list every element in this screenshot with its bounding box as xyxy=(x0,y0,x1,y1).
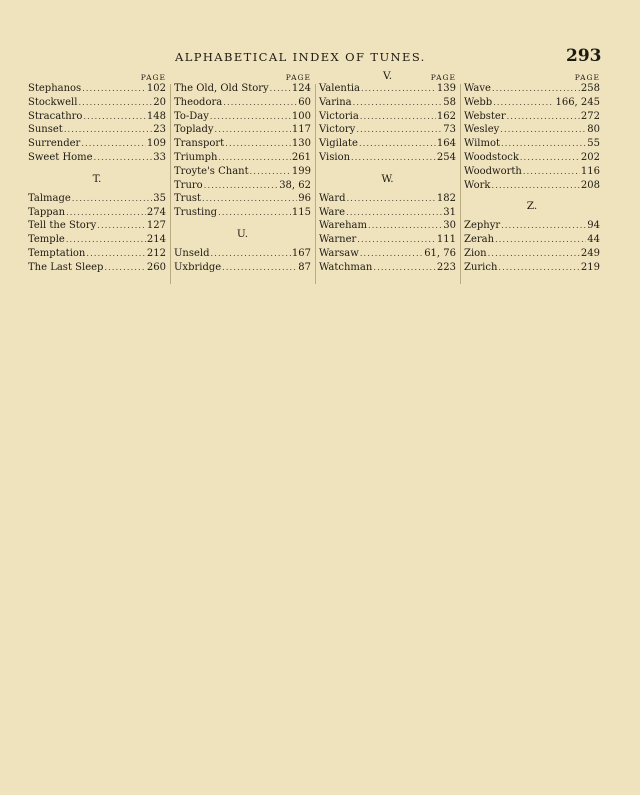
leader-dots xyxy=(359,139,436,148)
section-letter: W. xyxy=(381,172,394,185)
leader-dots xyxy=(202,194,297,203)
index-entry xyxy=(319,152,456,166)
tune-name: Zerah xyxy=(464,234,495,246)
page-ref: 199 xyxy=(291,165,311,177)
index-entry xyxy=(319,193,456,207)
tune-name: Webb xyxy=(464,96,493,108)
leader-dots xyxy=(353,98,443,107)
page-header xyxy=(0,46,640,70)
index-entry xyxy=(28,220,166,234)
leader-dots xyxy=(215,125,291,134)
column-divider xyxy=(170,84,171,284)
leader-dots xyxy=(361,84,436,93)
leader-dots xyxy=(492,84,580,93)
leader-dots xyxy=(520,153,580,162)
tune-name: Wave xyxy=(464,83,491,94)
page-ref: 164 xyxy=(436,138,456,150)
leader-dots xyxy=(66,208,146,217)
page-column-label xyxy=(319,72,456,83)
page-ref: 111 xyxy=(436,234,456,246)
index-entry xyxy=(464,97,600,111)
tune-name: Wilmot xyxy=(464,138,501,150)
leader-dots xyxy=(498,263,579,272)
leader-dots xyxy=(488,249,580,258)
leader-dots xyxy=(223,98,297,107)
leader-dots xyxy=(501,221,586,230)
index-entry xyxy=(464,220,600,234)
tune-name: Stephanos xyxy=(28,83,82,94)
index-entry xyxy=(174,262,311,276)
leader-dots xyxy=(225,139,291,148)
leader-dots xyxy=(222,263,297,272)
page-ref: 102 xyxy=(146,83,166,94)
index-entry xyxy=(464,152,600,166)
tune-name: Surrender xyxy=(28,138,81,150)
page-ref: 80 xyxy=(587,124,600,136)
tune-name: Trusting xyxy=(174,207,218,219)
index-entry xyxy=(464,262,600,276)
tune-name: Truro xyxy=(174,179,203,191)
page-label: PAGE xyxy=(285,73,311,82)
page-ref: 223 xyxy=(436,261,456,273)
leader-dots xyxy=(523,167,580,176)
tune-name: Ware xyxy=(319,206,346,218)
index-entry xyxy=(174,83,311,97)
tune-name: The Old, Old Story xyxy=(174,83,269,94)
section-letter: U. xyxy=(236,227,249,240)
index-column-4 xyxy=(464,72,600,282)
tune-name: Ward xyxy=(319,192,346,204)
tune-name: Warsaw xyxy=(319,247,359,259)
page-label: PAGE xyxy=(140,73,166,82)
page-ref: 38, 62 xyxy=(279,179,311,191)
leader-dots xyxy=(360,112,436,121)
page-ref: 35 xyxy=(153,192,166,204)
tune-name: Stracathro xyxy=(28,110,83,122)
page-ref: 73 xyxy=(443,124,456,136)
leader-dots xyxy=(501,139,586,148)
leader-dots xyxy=(204,181,278,190)
leader-dots xyxy=(94,153,153,162)
index-entry xyxy=(464,111,600,125)
tune-name: Webster xyxy=(464,110,506,122)
index-entry xyxy=(319,248,456,262)
page-ref: 61, 76 xyxy=(424,247,456,259)
page-ref: 20 xyxy=(153,96,166,108)
page-label: PAGE xyxy=(574,73,600,82)
index-entry xyxy=(28,152,166,166)
leader-dots xyxy=(86,249,146,258)
index-column-3 xyxy=(319,72,456,282)
index-entry xyxy=(464,138,600,152)
index-entry xyxy=(464,180,600,194)
leader-dots xyxy=(97,221,146,230)
tune-name: To-Day xyxy=(174,110,209,122)
leader-dots xyxy=(373,263,436,272)
index-entry xyxy=(319,138,456,152)
page-ref: 115 xyxy=(291,207,311,219)
tune-name: Troyte's Chant xyxy=(174,165,249,177)
tune-name: Sweet Home xyxy=(28,151,93,163)
section-letter: T. xyxy=(92,172,102,185)
index-entry xyxy=(174,138,311,152)
page-ref: 166, 245 xyxy=(555,96,600,108)
tune-name: Zephyr xyxy=(464,220,501,232)
index-entry xyxy=(464,234,600,248)
section-letter: Z. xyxy=(526,200,538,213)
leader-dots xyxy=(218,208,291,217)
index-entry xyxy=(174,124,311,138)
tune-name: Watchman xyxy=(319,261,373,273)
page-ref: 219 xyxy=(580,261,600,273)
tune-name: Transport xyxy=(174,138,225,150)
tune-name: Triumph xyxy=(174,151,218,163)
tune-name: Wareham xyxy=(319,220,367,232)
tune-name: Trust xyxy=(174,193,202,205)
tune-name: Theodora xyxy=(174,96,223,108)
tune-name: Woodstock xyxy=(464,151,519,163)
leader-dots xyxy=(346,208,442,217)
index-entry xyxy=(464,248,600,262)
index-entry xyxy=(174,207,311,221)
index-entry xyxy=(319,124,456,138)
index-entry xyxy=(319,207,456,221)
index-entry xyxy=(28,97,166,111)
leader-dots xyxy=(66,235,146,244)
leader-dots xyxy=(210,112,291,121)
page-ref: 109 xyxy=(146,138,166,150)
index-entry xyxy=(28,111,166,125)
index-entry xyxy=(28,193,166,207)
page-column-label xyxy=(28,72,166,83)
page-ref: 274 xyxy=(146,206,166,218)
column-divider xyxy=(315,84,316,284)
leader-dots xyxy=(270,84,291,93)
tune-name: Tell the Story xyxy=(28,220,97,232)
index-entry xyxy=(28,248,166,262)
leader-dots xyxy=(78,98,152,107)
page-ref: 261 xyxy=(291,151,311,163)
page-ref: 124 xyxy=(291,83,311,94)
page-ref: 272 xyxy=(580,110,600,122)
index-entry xyxy=(174,152,311,166)
leader-dots xyxy=(347,194,436,203)
index-entry xyxy=(28,124,166,138)
tune-name: Zion xyxy=(464,247,487,259)
tune-name: Tappan xyxy=(28,206,66,218)
tune-name: Talmage xyxy=(28,192,71,204)
page-column-label xyxy=(464,72,600,83)
page-ref: 260 xyxy=(146,261,166,273)
page-ref: 258 xyxy=(580,83,600,94)
tune-name: Stockwell xyxy=(28,96,78,108)
page-ref: 202 xyxy=(580,151,600,163)
page-ref: 87 xyxy=(298,261,311,273)
page-ref: 58 xyxy=(443,96,456,108)
page-ref: 182 xyxy=(436,192,456,204)
tune-name: Woodworth xyxy=(464,165,522,177)
tune-name: Uxbridge xyxy=(174,261,222,273)
leader-dots xyxy=(250,167,291,176)
page-ref: 208 xyxy=(580,179,600,191)
page-ref: 249 xyxy=(580,247,600,259)
tune-name: Zurich xyxy=(464,261,498,273)
index-entry xyxy=(28,262,166,276)
leader-dots xyxy=(507,112,580,121)
index-entry xyxy=(174,111,311,125)
page-ref: 162 xyxy=(436,110,456,122)
index-entry xyxy=(464,124,600,138)
index-entry xyxy=(464,83,600,97)
page-column-label xyxy=(174,72,311,83)
index-entry xyxy=(319,83,456,97)
leader-dots xyxy=(104,263,145,272)
page-title: ALPHABETICAL INDEX OF TUNES. xyxy=(175,50,426,64)
index-entry xyxy=(174,193,311,207)
index-entry xyxy=(174,97,311,111)
leader-dots xyxy=(491,181,579,190)
tune-name: Sunset xyxy=(28,124,63,136)
leader-dots xyxy=(211,249,291,258)
page-ref: 60 xyxy=(298,96,311,108)
leader-dots xyxy=(356,125,442,134)
leader-dots xyxy=(64,125,152,134)
index-entry xyxy=(28,234,166,248)
tune-name: Wesley xyxy=(464,124,500,136)
leader-dots xyxy=(83,112,145,121)
index-column-2 xyxy=(174,72,311,282)
page-ref: 23 xyxy=(153,124,166,136)
page-label: PAGE xyxy=(430,73,456,82)
page-ref: 44 xyxy=(587,234,600,246)
page-ref: 254 xyxy=(436,151,456,163)
tune-name: Temptation xyxy=(28,247,86,259)
leader-dots xyxy=(351,153,436,162)
leader-dots xyxy=(360,249,423,258)
tune-name: Unseld xyxy=(174,247,210,259)
index-entry xyxy=(28,83,166,97)
tune-name: Valentia xyxy=(319,83,361,94)
page-ref: 167 xyxy=(291,247,311,259)
page-ref: 117 xyxy=(291,124,311,136)
page-ref: 100 xyxy=(291,110,311,122)
page-number: 293 xyxy=(566,46,602,66)
leader-dots xyxy=(495,235,586,244)
tune-name: Vigilate xyxy=(319,138,358,150)
tune-name: Victoria xyxy=(319,110,359,122)
page-ref: 30 xyxy=(443,220,456,232)
tune-name: Temple xyxy=(28,234,65,246)
tune-name: Warner xyxy=(319,234,357,246)
leader-dots xyxy=(82,84,146,93)
tune-name: Work xyxy=(464,179,491,191)
tune-name: The Last Sleep xyxy=(28,261,104,273)
index-entry xyxy=(319,234,456,248)
leader-dots xyxy=(368,221,442,230)
index-entry xyxy=(319,97,456,111)
index-entry xyxy=(174,166,311,180)
leader-dots xyxy=(493,98,554,107)
index-column-1 xyxy=(28,72,166,282)
page-ref: 148 xyxy=(146,110,166,122)
page-ref: 31 xyxy=(443,206,456,218)
index-entry xyxy=(464,166,600,180)
tune-name: Varina xyxy=(319,96,352,108)
column-divider xyxy=(460,84,461,284)
page-ref: 212 xyxy=(146,247,166,259)
page-ref: 33 xyxy=(153,151,166,163)
index-entry xyxy=(174,180,311,194)
leader-dots xyxy=(81,139,146,148)
page-ref: 96 xyxy=(298,193,311,205)
index-entry xyxy=(319,220,456,234)
leader-dots xyxy=(218,153,290,162)
page-ref: 94 xyxy=(587,220,600,232)
tune-name: Vision xyxy=(319,151,351,163)
page-ref: 127 xyxy=(146,220,166,232)
leader-dots xyxy=(500,125,586,134)
index-entry xyxy=(28,138,166,152)
index-entry xyxy=(319,111,456,125)
leader-dots xyxy=(357,235,436,244)
leader-dots xyxy=(72,194,152,203)
tune-name: Toplady xyxy=(174,124,214,136)
index-entry xyxy=(319,262,456,276)
tune-name: Victory xyxy=(319,124,356,136)
page-ref: 214 xyxy=(146,234,166,246)
page-ref: 130 xyxy=(291,138,311,150)
page-ref: 55 xyxy=(587,138,600,150)
section-letter: V. xyxy=(382,70,393,82)
index-entry xyxy=(28,207,166,221)
index-entry xyxy=(174,248,311,262)
page-ref: 139 xyxy=(436,83,456,94)
page-ref: 116 xyxy=(580,165,600,177)
